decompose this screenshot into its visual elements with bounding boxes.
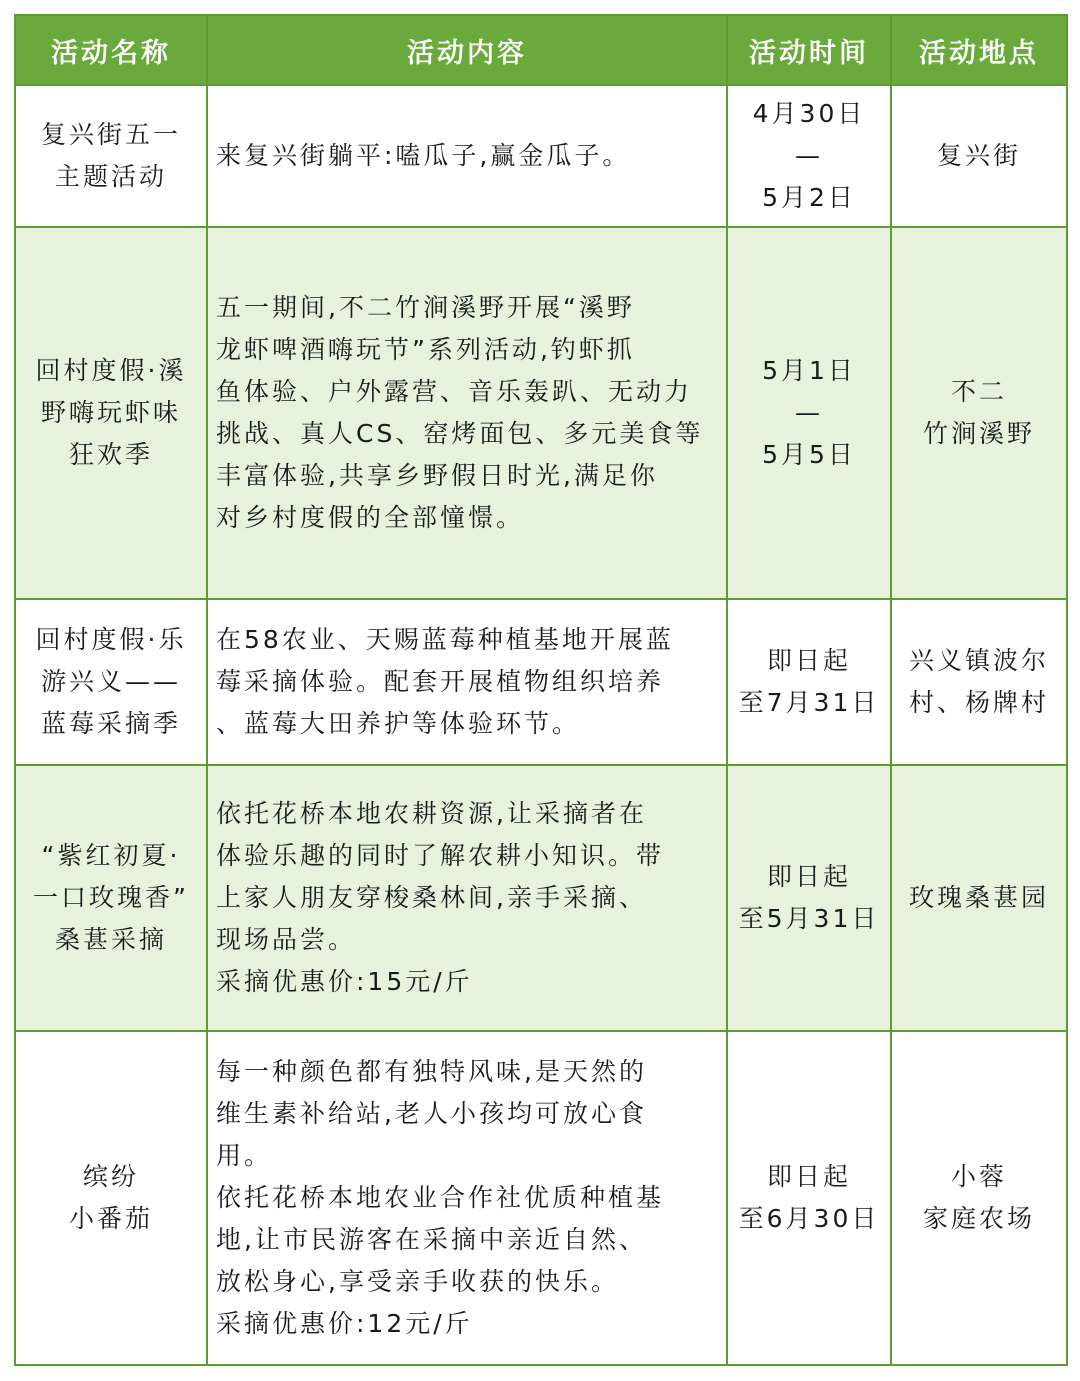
activity-content-cell <box>207 1031 727 1365</box>
activity-name-cell <box>15 599 207 765</box>
time-line: 5月5日 <box>762 440 856 469</box>
place-line: 不二 <box>950 377 1007 406</box>
time-line: — <box>795 141 823 170</box>
table-row <box>15 765 1067 1031</box>
table-row <box>15 1031 1067 1365</box>
activity-place-cell <box>891 227 1067 599</box>
activity-name-cell <box>15 227 207 599</box>
table-header <box>15 15 1067 85</box>
name-line: 回村度假·溪 <box>35 356 187 385</box>
header-activity-time: 活动时间 <box>727 15 891 85</box>
activity-time-cell <box>727 765 891 1031</box>
header-activity-name: 活动名称 <box>15 15 207 85</box>
name-line: 复兴街五一 <box>40 120 181 149</box>
name-line: 狂欢季 <box>68 440 153 469</box>
activity-content-cell <box>207 765 727 1031</box>
time-line: 即日起 <box>766 862 851 891</box>
place-line: 小蓉 <box>950 1162 1007 1191</box>
activity-content-cell <box>207 227 727 599</box>
name-line: 野嗨玩虾味 <box>40 398 181 427</box>
activity-time-cell <box>727 1031 891 1365</box>
content-line: 地,让市民游客在采摘中亲近自然、 <box>216 1225 647 1254</box>
time-line: 至6月30日 <box>738 1204 880 1233</box>
content-line: 在58农业、天赐蓝莓种植基地开展蓝 <box>216 625 674 654</box>
name-line: 主题活动 <box>54 162 167 191</box>
content-line: 维生素补给站,老人小孩均可放心食 <box>216 1099 647 1128</box>
time-line: 4月30日 <box>752 99 866 128</box>
place-line: 家庭农场 <box>922 1204 1035 1233</box>
time-line: 5月2日 <box>762 183 856 212</box>
content-line: 用。 <box>216 1141 273 1170</box>
content-line: 上家人朋友穿梭桑林间,亲手采摘、 <box>216 883 647 912</box>
content-line: 采摘优惠价:15元/斤 <box>216 967 473 996</box>
place-line: 兴义镇波尔 <box>908 646 1049 675</box>
time-line: 至7月31日 <box>738 688 880 717</box>
name-line: 小番茄 <box>68 1204 153 1233</box>
activity-name-cell <box>15 85 207 227</box>
place-line: 复兴街 <box>936 141 1021 170</box>
place-line: 村、杨牌村 <box>908 688 1049 717</box>
header-activity-place: 活动地点 <box>891 15 1067 85</box>
content-line: 五一期间,不二竹涧溪野开展“溪野 <box>216 293 635 322</box>
activity-time-cell <box>727 85 891 227</box>
place-line: 竹涧溪野 <box>922 419 1035 448</box>
content-line: 莓采摘体验。配套开展植物组织培养 <box>216 667 665 696</box>
content-line: 现场品尝。 <box>216 925 357 954</box>
content-line: 丰富体验,共享乡野假日时光,满足你 <box>216 461 658 490</box>
content-line: 体验乐趣的同时了解农耕小知识。带 <box>216 841 665 870</box>
content-line: 挑战、真人CS、窑烤面包、多元美食等 <box>216 419 704 448</box>
content-line: 鱼体验、户外露营、音乐轰趴、无动力 <box>216 377 693 406</box>
activity-time-cell <box>727 599 891 765</box>
place-line: 玫瑰桑葚园 <box>908 883 1049 912</box>
activity-content-cell <box>207 85 727 227</box>
time-line: 5月1日 <box>762 356 856 385</box>
content-line: 龙虾啤酒嗨玩节”系列活动,钓虾抓 <box>216 335 635 364</box>
activity-name-cell <box>15 1031 207 1365</box>
name-line: 回村度假·乐 <box>35 625 187 654</box>
content-line: 依托花桥本地农耕资源,让采摘者在 <box>216 799 647 828</box>
name-line: 桑葚采摘 <box>54 925 167 954</box>
name-line: “紫红初夏· <box>41 841 181 870</box>
activity-name-cell <box>15 765 207 1031</box>
activity-content-cell <box>207 599 727 765</box>
activity-time-cell <box>727 227 891 599</box>
content-line: 对乡村度假的全部憧憬。 <box>216 503 525 532</box>
table-row <box>15 599 1067 765</box>
name-line: 缤纷 <box>82 1162 139 1191</box>
activity-table <box>14 14 1068 1366</box>
name-line: 蓝莓采摘季 <box>40 709 181 738</box>
activity-place-cell <box>891 85 1067 227</box>
activity-place-cell <box>891 765 1067 1031</box>
content-line: 来复兴街躺平:嗑瓜子,赢金瓜子。 <box>216 141 631 170</box>
content-line: 采摘优惠价:12元/斤 <box>216 1309 473 1338</box>
name-line: 一口玫瑰香” <box>33 883 189 912</box>
time-line: 即日起 <box>766 1162 851 1191</box>
name-line: 游兴义—— <box>40 667 181 696</box>
header-activity-content: 活动内容 <box>207 15 727 85</box>
table-row <box>15 85 1067 227</box>
activity-place-cell <box>891 599 1067 765</box>
content-line: 依托花桥本地农业合作社优质种植基 <box>216 1183 665 1212</box>
activity-place-cell <box>891 1031 1067 1365</box>
content-line: 每一种颜色都有独特风味,是天然的 <box>216 1057 647 1086</box>
table-row <box>15 227 1067 599</box>
time-line: — <box>795 398 823 427</box>
content-line: 、蓝莓大田养护等体验环节。 <box>216 709 581 738</box>
time-line: 至5月31日 <box>738 904 880 933</box>
time-line: 即日起 <box>766 646 851 675</box>
content-line: 放松身心,享受亲手收获的快乐。 <box>216 1267 619 1296</box>
